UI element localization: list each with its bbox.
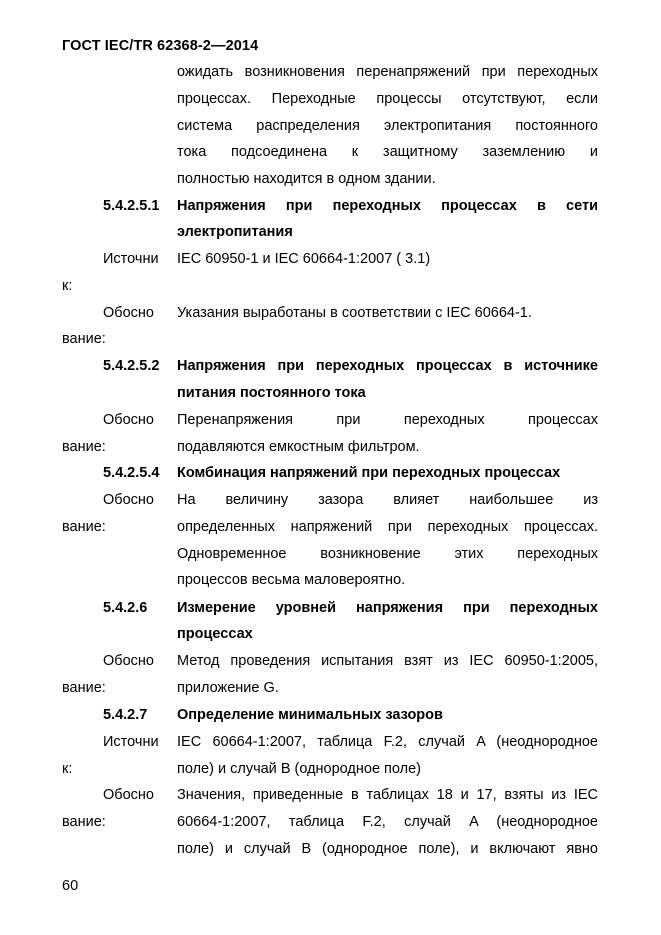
rationale-label-wrap: вание:: [62, 680, 106, 696]
body-line: Перенапряжения при переходных процессах: [177, 412, 598, 428]
document-header: ГОСТ IEC/TR 62368-2—2014: [62, 38, 259, 54]
rationale-label: Обосно: [103, 492, 154, 508]
body-line: приложение G.: [177, 680, 279, 696]
section-title: Напряжения при переходных процессах в источнике: [177, 358, 598, 374]
body-line: система распределения электропитания постоянного: [177, 118, 598, 134]
body-line: определенных напряжений при переходных процессах.: [177, 519, 598, 535]
body-line: ожидать возникновения перенапряжений при переходных: [177, 64, 598, 80]
body-line: Значения, приведенные в таблицах 18 и 17, взяты из IEC: [177, 787, 598, 803]
body-line: процессов весьма маловероятно.: [177, 572, 406, 588]
source-label-wrap: к:: [62, 278, 73, 294]
source-label-wrap: к:: [62, 761, 73, 777]
rationale-label: Обосно: [103, 787, 154, 803]
rationale-label: Обосно: [103, 305, 154, 321]
rationale-label: Обосно: [103, 412, 154, 428]
body-line: Указания выработаны в соответствии с IEC 60664-1.: [177, 305, 532, 321]
body-line: поле) и случай B (однородное поле): [177, 761, 422, 777]
body-line: процессах. Переходные процессы отсутствуют, если: [177, 91, 598, 107]
section-number: 5.4.2.5.4: [103, 465, 160, 481]
rationale-label-wrap: вание:: [62, 439, 106, 455]
body-line: 60664-1:2007, таблица F.2, случай A (неоднородное: [177, 814, 598, 830]
body-line: полностью находится в одном здании.: [177, 171, 436, 187]
section-title: электропитания: [177, 224, 293, 240]
body-line: IEC 60950-1 и IEC 60664-1:2007 ( 3.1): [177, 251, 431, 267]
body-line: поле) и случай B (однородное поле), и включают явно: [177, 841, 598, 857]
rationale-label-wrap: вание:: [62, 331, 106, 347]
section-number: 5.4.2.7: [103, 707, 148, 723]
body-line: подавляются емкостным фильтром.: [177, 439, 420, 455]
section-title: процессах: [177, 626, 253, 642]
body-line: IEC 60664-1:2007, таблица F.2, случай A (неоднородное: [177, 734, 598, 750]
section-number: 5.4.2.5.1: [103, 198, 160, 214]
section-title: Измерение уровней напряжения при переходных: [177, 600, 598, 616]
rationale-label: Обосно: [103, 653, 154, 669]
section-title: питания постоянного тока: [177, 385, 366, 401]
section-title: Напряжения при переходных процессах в сети: [177, 198, 598, 214]
body-line: Одновременное возникновение этих переходных: [177, 546, 598, 562]
body-line: тока подсоединена к защитному заземлению и: [177, 144, 598, 160]
rationale-label-wrap: вание:: [62, 814, 106, 830]
section-title: Комбинация напряжений при переходных процессах: [177, 465, 561, 481]
page-number: 60: [62, 878, 79, 894]
section-title: Определение минимальных зазоров: [177, 707, 443, 723]
source-label: Источни: [103, 734, 159, 750]
section-number: 5.4.2.5.2: [103, 358, 160, 374]
body-line: На величину зазора влияет наибольшее из: [177, 492, 598, 508]
source-label: Источни: [103, 251, 159, 267]
rationale-label-wrap: вание:: [62, 519, 106, 535]
section-number: 5.4.2.6: [103, 600, 148, 616]
body-line: Метод проведения испытания взят из IEC 60950-1:2005,: [177, 653, 598, 669]
